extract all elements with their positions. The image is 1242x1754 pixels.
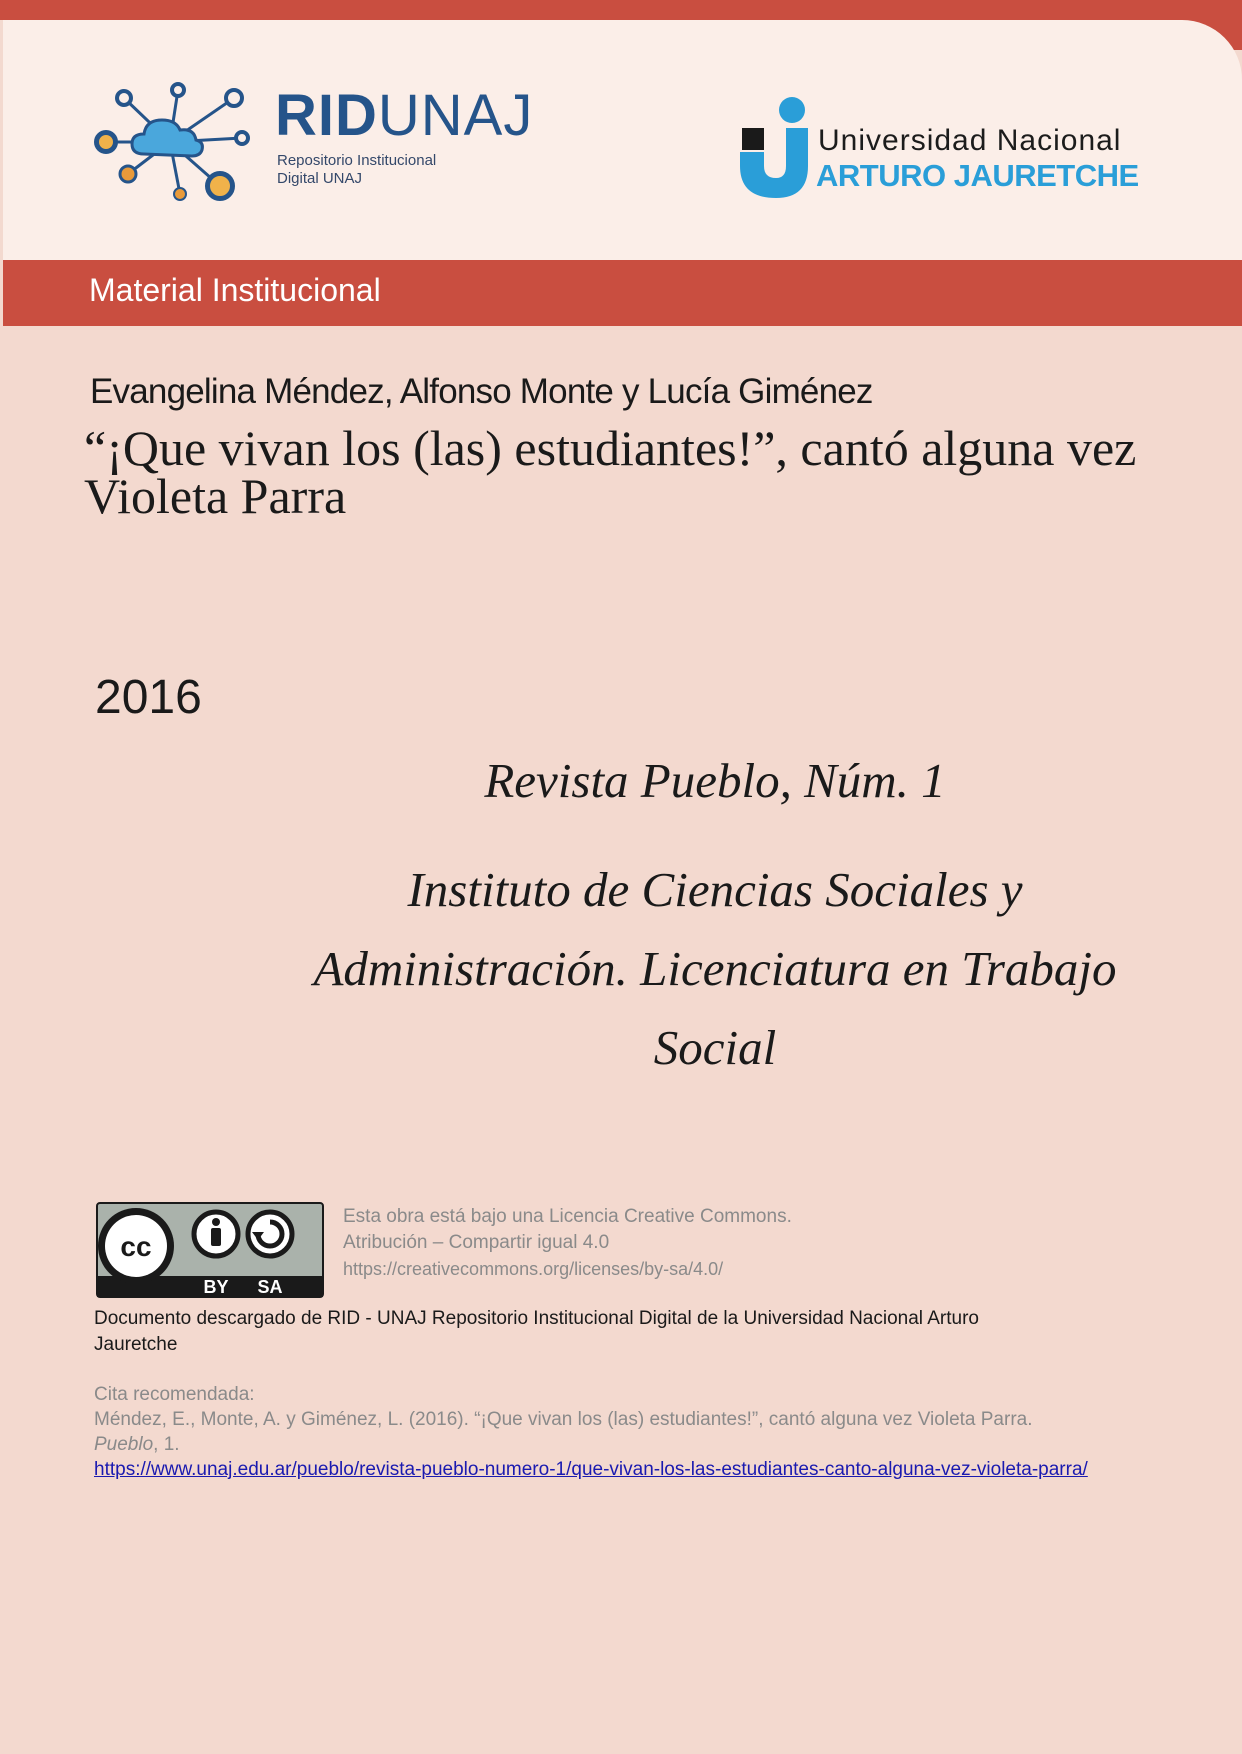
unaj-logo[interactable] <box>740 96 1150 206</box>
category-label: Material Institucional <box>89 272 381 308</box>
document-title: “¡Que vivan los (las) estudiantes!”, cantó alguna vez Violeta Parra <box>84 420 1137 524</box>
unaj-name-line2: ARTURO JAURETCHE <box>816 158 1139 193</box>
journal-name: Revista Pueblo, Núm. 1 <box>484 753 946 808</box>
publication-year: 2016 <box>95 671 202 724</box>
svg-text:cc: cc <box>120 1231 152 1262</box>
authors: Evangelina Méndez, Alfonso Monte y Lucía Giménez <box>90 372 873 411</box>
license-url[interactable]: https://creativecommons.org/licenses/by-sa/4.0/ <box>343 1259 724 1279</box>
citation-journal: Pueblo <box>94 1434 154 1455</box>
unaj-name-line1: Universidad Nacional <box>818 124 1122 157</box>
network-cloud-icon <box>92 82 262 202</box>
citation-text: Méndez, E., Monte, A. y Giménez, L. (2016). “¡Que vivan los (las) estudiantes!”, cantó alguna vez Violeta Parra. Pueblo, 1. <box>94 1409 1033 1455</box>
ridunaj-wordmark: RIDUNAJ <box>275 83 534 148</box>
unaj-j-icon <box>740 96 820 200</box>
license-line2: Atribución – Compartir igual 4.0 <box>343 1232 610 1253</box>
institute-name: Instituto de Ciencias Sociales y Administración. Licenciatura en Trabajo Social <box>313 862 1117 1075</box>
download-note: Documento descargado de RID - UNAJ Repositorio Institucional Digital de la Universidad Nacional Arturo Jauretche <box>94 1308 979 1355</box>
svg-text:BY: BY <box>203 1277 229 1297</box>
svg-text:SA: SA <box>257 1277 283 1297</box>
license-line1: Esta obra está bajo una Licencia Creative Commons. <box>343 1206 792 1227</box>
ridunaj-logo[interactable] <box>92 82 532 212</box>
citation-block <box>94 1382 1144 1482</box>
license-text <box>343 1204 792 1282</box>
citation-link[interactable]: https://www.unaj.edu.ar/pueblo/revista-pueblo-numero-1/que-vivan-los-las-estudiantes-canto-alguna-vez-violeta-parra/ <box>94 1459 1088 1480</box>
category-band <box>3 260 1242 326</box>
citation-label: Cita recomendada: <box>94 1384 255 1405</box>
cc-by-sa-badge[interactable] <box>96 1202 324 1298</box>
top-accent-strip <box>0 0 1242 20</box>
ridunaj-subtitle: Repositorio Institucional Digital UNAJ <box>277 152 437 187</box>
